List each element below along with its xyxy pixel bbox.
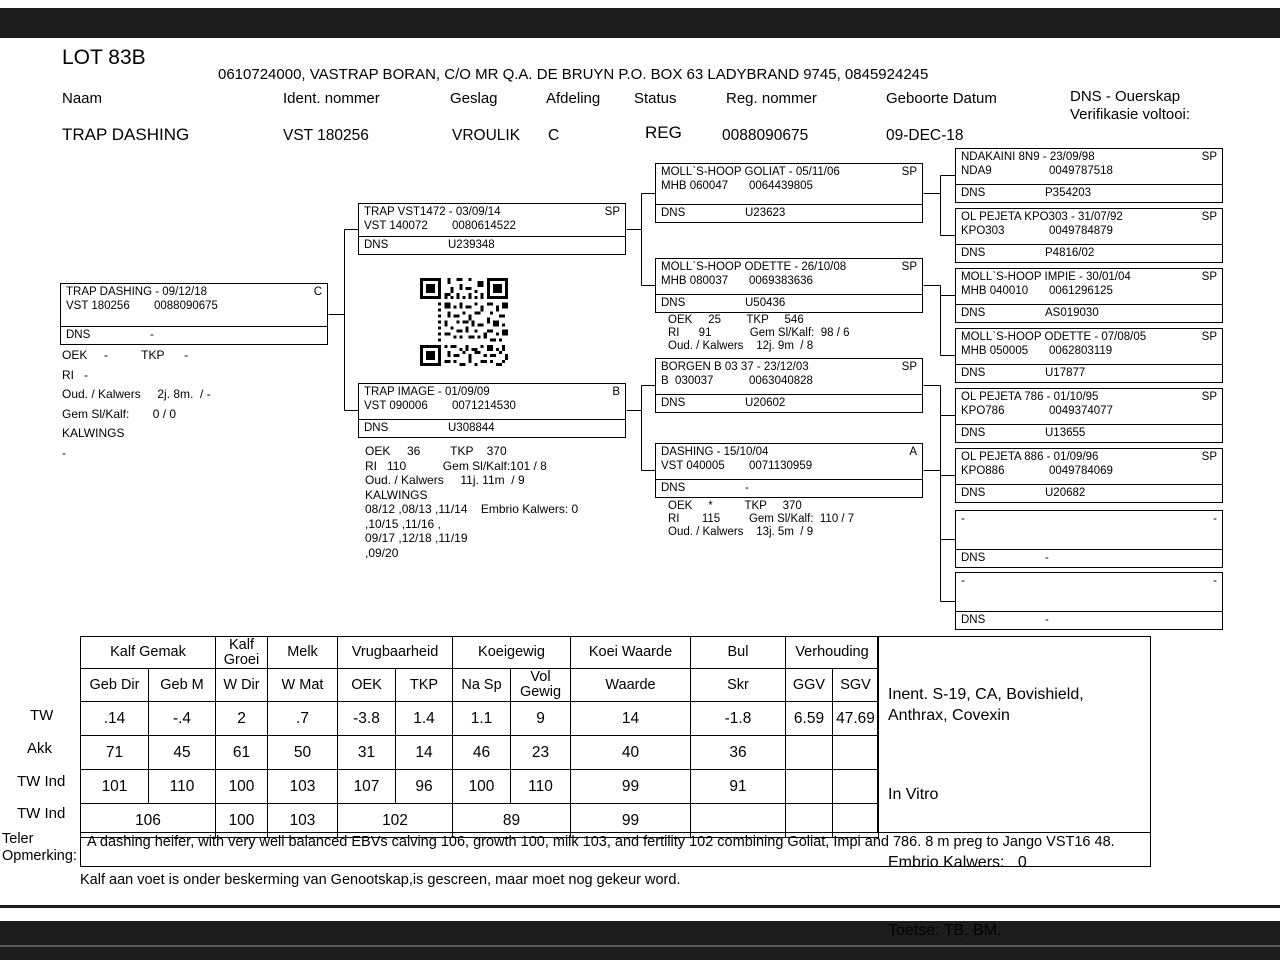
animal-reg: 0071214530 bbox=[452, 400, 516, 412]
pedigree-box-gen3-6 bbox=[955, 510, 1223, 568]
animal-reg: 0069383636 bbox=[749, 275, 813, 287]
dns-label: DNS bbox=[961, 487, 986, 499]
dns-label: DNS bbox=[961, 552, 986, 564]
pedigree-box-gen3-4 bbox=[955, 388, 1223, 443]
animal-reg: 0061296125 bbox=[1049, 285, 1113, 297]
ebv-cell: 99 bbox=[571, 804, 691, 838]
pedigree-box-gen2-2 bbox=[655, 358, 923, 413]
animal-reg: 0049784069 bbox=[1049, 465, 1113, 477]
ebv-cell: 14 bbox=[396, 736, 453, 770]
animal-id: VST 040005 bbox=[661, 460, 725, 472]
ebv-cell: 101 bbox=[81, 770, 149, 804]
ebv-cell bbox=[786, 770, 833, 804]
label-geboorte-datum: Geboorte Datum bbox=[886, 90, 997, 107]
dns-value: - bbox=[150, 329, 154, 341]
ebv-cell bbox=[786, 736, 833, 770]
ebv-cell: .14 bbox=[81, 702, 149, 736]
animal-id: NDA9 bbox=[961, 165, 992, 177]
ebv-cell: 107 bbox=[338, 770, 396, 804]
col-header: GGV bbox=[786, 669, 833, 702]
lot-number: LOT 83B bbox=[62, 46, 146, 69]
pedigree-box-sire bbox=[358, 203, 626, 255]
animal-name: BORGEN B 03 37 - 23/12/03 bbox=[661, 361, 809, 373]
dns-value: U23623 bbox=[745, 207, 786, 219]
status-flag: SP bbox=[901, 166, 917, 178]
group-header: Kalf Groei bbox=[216, 637, 268, 669]
col-header: SGV bbox=[833, 669, 879, 702]
ebv-cell: -.4 bbox=[149, 702, 216, 736]
dns-label: DNS bbox=[961, 187, 986, 199]
group-header: Vrugbaarheid bbox=[338, 637, 453, 669]
qr-code bbox=[420, 278, 508, 366]
dns-value: U50436 bbox=[745, 297, 786, 309]
value-geboorte-datum: 09-DEC-18 bbox=[886, 127, 964, 144]
status-flag: C bbox=[313, 286, 322, 298]
value-geslag: VROULIK bbox=[452, 127, 521, 144]
animal-name: MOLL`S-HOOP ODETTE - 26/10/08 bbox=[661, 261, 847, 273]
label-verifikasie: Verifikasie voltooi: bbox=[1070, 106, 1191, 123]
animal-name: TRAP VST1472 - 03/09/14 bbox=[364, 206, 501, 218]
dns-value: U20602 bbox=[745, 397, 786, 409]
footer-note: Kalf aan voet is onder beskerming van Genootskap,is gescreen, maar moet nog gekeur word. bbox=[80, 872, 681, 888]
label-geslag: Geslag bbox=[450, 90, 498, 107]
dns-value: - bbox=[745, 482, 749, 494]
dns-value: U20682 bbox=[1045, 487, 1086, 499]
pedigree-box-gen3-2 bbox=[955, 268, 1223, 323]
col-header: Vol Gewig bbox=[511, 669, 571, 702]
animal-name: - bbox=[961, 575, 965, 587]
ebv-cell: 103 bbox=[268, 770, 338, 804]
animal-reg: 0049374077 bbox=[1049, 405, 1113, 417]
dns-label: DNS bbox=[961, 367, 986, 379]
ebv-cell: 102 bbox=[338, 804, 453, 838]
value-afdeling: C bbox=[548, 127, 560, 144]
vaccination-info: Inent. S-19, CA, Bovishield, Anthrax, Covexin bbox=[888, 686, 1088, 724]
dns-value: - bbox=[1045, 552, 1049, 564]
animal-name: TRAP DASHING - 09/12/18 bbox=[66, 286, 208, 298]
table-row-tw bbox=[81, 702, 879, 736]
row-label-akk: Akk bbox=[27, 740, 53, 757]
value-ident-nommer: VST 180256 bbox=[283, 127, 369, 144]
animal-name: OL PEJETA KPO303 - 31/07/92 bbox=[961, 211, 1123, 223]
ebv-cell: 14 bbox=[571, 702, 691, 736]
label-status: Status bbox=[634, 90, 677, 107]
ebv-cell: 100 bbox=[216, 770, 268, 804]
animal-name: TRAP IMAGE - 01/09/09 bbox=[364, 386, 490, 398]
dns-label: DNS bbox=[661, 482, 686, 494]
dns-value: U239348 bbox=[448, 239, 495, 251]
top-bar bbox=[0, 8, 1280, 38]
info-panel bbox=[877, 636, 1151, 939]
gen2-granddam-stats: OEK * TKP 370 RI 115 Gem Sl/Kalf: 110 / 7 Oud. / Kalwers 13j. 5m / 9 bbox=[668, 500, 855, 538]
pedigree-box-animal bbox=[60, 283, 328, 345]
ebv-cell: 40 bbox=[571, 736, 691, 770]
dns-label: DNS bbox=[661, 207, 686, 219]
animal-id: VST 140072 bbox=[364, 220, 428, 232]
group-header: Bul bbox=[691, 637, 786, 669]
pedigree-box-gen2-1 bbox=[655, 258, 923, 313]
dns-value: - bbox=[1045, 614, 1049, 626]
animal-reg: 0071130959 bbox=[749, 460, 813, 472]
breeder-info: 0610724000, VASTRAP BORAN, C/O MR Q.A. DE BRUYN P.O. BOX 63 LADYBRAND 9745, 0845924245 bbox=[218, 66, 929, 83]
animal-reg: 0080614522 bbox=[452, 220, 516, 232]
dns-label: DNS bbox=[364, 422, 389, 434]
ebv-cell: 106 bbox=[81, 804, 216, 838]
dns-label: DNS bbox=[961, 614, 986, 626]
pedigree-box-gen3-7 bbox=[955, 572, 1223, 630]
status-flag: - bbox=[1213, 513, 1217, 525]
ebv-cell: 50 bbox=[268, 736, 338, 770]
animal-id: KPO303 bbox=[961, 225, 1005, 237]
row-label-tw-ind-1: TW Ind bbox=[17, 773, 66, 790]
status-flag: SP bbox=[901, 361, 917, 373]
ebv-cell: 45 bbox=[149, 736, 216, 770]
animal-name: NDAKAINI 8N9 - 23/09/98 bbox=[961, 151, 1095, 163]
group-header: Verhouding bbox=[786, 637, 879, 669]
status-flag: SP bbox=[1201, 331, 1217, 343]
col-header: Geb M bbox=[149, 669, 216, 702]
ebv-cell: 99 bbox=[571, 770, 691, 804]
status-flag: B bbox=[612, 386, 620, 398]
value-naam: TRAP DASHING bbox=[62, 125, 190, 144]
dns-label: DNS bbox=[661, 297, 686, 309]
status-flag: SP bbox=[1201, 211, 1217, 223]
status-flag: SP bbox=[1201, 151, 1217, 163]
col-header: TKP bbox=[396, 669, 453, 702]
dns-value: U308844 bbox=[448, 422, 495, 434]
ebv-cell: 1.1 bbox=[453, 702, 511, 736]
animal-name: OL PEJETA 886 - 01/09/96 bbox=[961, 451, 1099, 463]
dns-label: DNS bbox=[961, 247, 986, 259]
dam-stats: OEK 36 TKP 370 RI 110 Gem Sl/Kalf:101 / 8 Oud. / Kalwers 11j. 11m / 9 KALWINGS 08/12 ,08/13 ,11/14 Embrio Kalwers: 0 ,10/15 ,11/16 , 09/17 ,12/18 ,11/19 ,09/20 bbox=[365, 444, 579, 560]
dns-value: U13655 bbox=[1045, 427, 1086, 439]
col-header: W Dir bbox=[216, 669, 268, 702]
dns-value: P4816/02 bbox=[1045, 247, 1095, 259]
label-ident-nommer: Ident. nommer bbox=[283, 90, 380, 107]
comment-label: Teler Opmerking: bbox=[2, 831, 77, 864]
animal-reg: 0062803119 bbox=[1049, 345, 1113, 357]
pedigree-box-gen2-3 bbox=[655, 443, 923, 498]
dns-label: DNS bbox=[66, 329, 91, 341]
animal-id: MHB 060047 bbox=[661, 180, 729, 192]
ebv-cell: 103 bbox=[268, 804, 338, 838]
ebv-cell: .7 bbox=[268, 702, 338, 736]
row-label-tw-ind-2: TW Ind bbox=[17, 805, 66, 822]
status-flag: - bbox=[1213, 575, 1217, 587]
col-header: Geb Dir bbox=[81, 669, 149, 702]
animal-name: DASHING - 15/10/04 bbox=[661, 446, 769, 458]
pedigree-box-gen3-0 bbox=[955, 148, 1223, 203]
col-header: Waarde bbox=[571, 669, 691, 702]
in-vitro-label: In Vitro bbox=[888, 786, 939, 803]
animal-name: OL PEJETA 786 - 01/10/95 bbox=[961, 391, 1099, 403]
animal-reg: 0088090675 bbox=[154, 300, 218, 312]
animal-id: B 030037 bbox=[661, 375, 714, 387]
ebv-cell: 6.59 bbox=[786, 702, 833, 736]
ebv-cell: 100 bbox=[216, 804, 268, 838]
animal-reg: 0063040828 bbox=[749, 375, 813, 387]
group-header: Koeigewig bbox=[453, 637, 571, 669]
animal-name: MOLL`S-HOOP IMPIE - 30/01/04 bbox=[961, 271, 1131, 283]
dns-label: DNS bbox=[661, 397, 686, 409]
toetse-label: Toetse: TB, BM. bbox=[888, 922, 1002, 939]
breeder-comment: A dashing heifer, with very well balanced EBVs calving 106, growth 100, milk 103, and fertility 102 combining Goliat, Impi and 786. 8 m preg to Jango VST16 48. bbox=[80, 832, 1151, 867]
ebv-cell: 1.4 bbox=[396, 702, 453, 736]
animal-id: KPO786 bbox=[961, 405, 1005, 417]
ebv-cell: 46 bbox=[453, 736, 511, 770]
pedigree-box-dam bbox=[358, 383, 626, 438]
pedigree-box-gen3-5 bbox=[955, 448, 1223, 503]
animal-name: MOLL`S-HOOP GOLIAT - 05/11/06 bbox=[661, 166, 840, 178]
label-dns-ouerskap: DNS - Ouerskap bbox=[1070, 88, 1181, 105]
table-row-akk bbox=[81, 736, 879, 770]
animal-id: VST 090006 bbox=[364, 400, 428, 412]
dns-value: U17877 bbox=[1045, 367, 1086, 379]
animal-id: KPO886 bbox=[961, 465, 1005, 477]
embrio-kalwers-label: Embrio Kalwers: 0 bbox=[888, 854, 1027, 871]
dns-label: DNS bbox=[364, 239, 389, 251]
status-flag: SP bbox=[1201, 451, 1217, 463]
ebv-cell: -1.8 bbox=[691, 702, 786, 736]
status-flag: SP bbox=[1201, 391, 1217, 403]
col-header: OEK bbox=[338, 669, 396, 702]
pedigree-box-gen2-0 bbox=[655, 163, 923, 223]
ebv-cell: 9 bbox=[511, 702, 571, 736]
status-flag: SP bbox=[901, 261, 917, 273]
ebv-cell: 110 bbox=[511, 770, 571, 804]
group-header: Melk bbox=[268, 637, 338, 669]
animal-reg: 0049784879 bbox=[1049, 225, 1113, 237]
ebv-cell: 23 bbox=[511, 736, 571, 770]
ebv-cell: 96 bbox=[396, 770, 453, 804]
status-flag: SP bbox=[604, 206, 620, 218]
animal-stats: OEK - TKP - RI - Oud. / Kalwers 2j. 8m. / - Gem Sl/Kalf: 0 / 0 KALWINGS - bbox=[62, 348, 211, 460]
animal-reg: 0064439805 bbox=[749, 180, 813, 192]
label-afdeling: Afdeling bbox=[546, 90, 601, 107]
dns-value: P354203 bbox=[1045, 187, 1092, 199]
status-flag: SP bbox=[1201, 271, 1217, 283]
animal-id: MHB 050005 bbox=[961, 345, 1029, 357]
label-reg-nommer: Reg. nommer bbox=[726, 90, 817, 107]
pedigree-box-gen3-3 bbox=[955, 328, 1223, 383]
ebv-table bbox=[80, 636, 879, 838]
animal-reg: 0049787518 bbox=[1049, 165, 1113, 177]
dns-value: AS019030 bbox=[1045, 307, 1099, 319]
pedigree-box-gen3-1 bbox=[955, 208, 1223, 263]
ebv-cell: 61 bbox=[216, 736, 268, 770]
animal-name: MOLL`S-HOOP ODETTE - 07/08/05 bbox=[961, 331, 1147, 343]
ebv-cell: 89 bbox=[453, 804, 571, 838]
ebv-cell: 2 bbox=[216, 702, 268, 736]
col-header: Skr bbox=[691, 669, 786, 702]
col-header: W Mat bbox=[268, 669, 338, 702]
ebv-cell: 71 bbox=[81, 736, 149, 770]
ebv-cell: 36 bbox=[691, 736, 786, 770]
animal-id: VST 180256 bbox=[66, 300, 130, 312]
label-naam: Naam bbox=[62, 90, 103, 107]
ebv-cell: 91 bbox=[691, 770, 786, 804]
row-label-tw: TW bbox=[30, 707, 54, 724]
ebv-cell: 31 bbox=[338, 736, 396, 770]
ebv-cell bbox=[833, 770, 879, 804]
table-row-tw-ind bbox=[81, 770, 879, 804]
ebv-cell: 100 bbox=[453, 770, 511, 804]
animal-name: - bbox=[961, 513, 965, 525]
ebv-cell: 110 bbox=[149, 770, 216, 804]
animal-id: MHB 040010 bbox=[961, 285, 1029, 297]
dns-label: DNS bbox=[961, 307, 986, 319]
value-reg-nommer: 0088090675 bbox=[722, 127, 809, 144]
ebv-cell: -3.8 bbox=[338, 702, 396, 736]
group-header: Kalf Gemak bbox=[81, 637, 216, 669]
value-status: REG bbox=[645, 123, 682, 142]
gen2-dam-stats: OEK 25 TKP 546 RI 91 Gem Sl/Kalf: 98 / 6 Oud. / Kalwers 12j. 9m / 8 bbox=[668, 314, 850, 352]
ebv-cell bbox=[833, 736, 879, 770]
group-header: Koei Waarde bbox=[571, 637, 691, 669]
animal-id: MHB 080037 bbox=[661, 275, 729, 287]
status-flag: A bbox=[909, 446, 917, 458]
dns-label: DNS bbox=[961, 427, 986, 439]
ebv-cell: 47.69 bbox=[833, 702, 879, 736]
col-header: Na Sp bbox=[453, 669, 511, 702]
